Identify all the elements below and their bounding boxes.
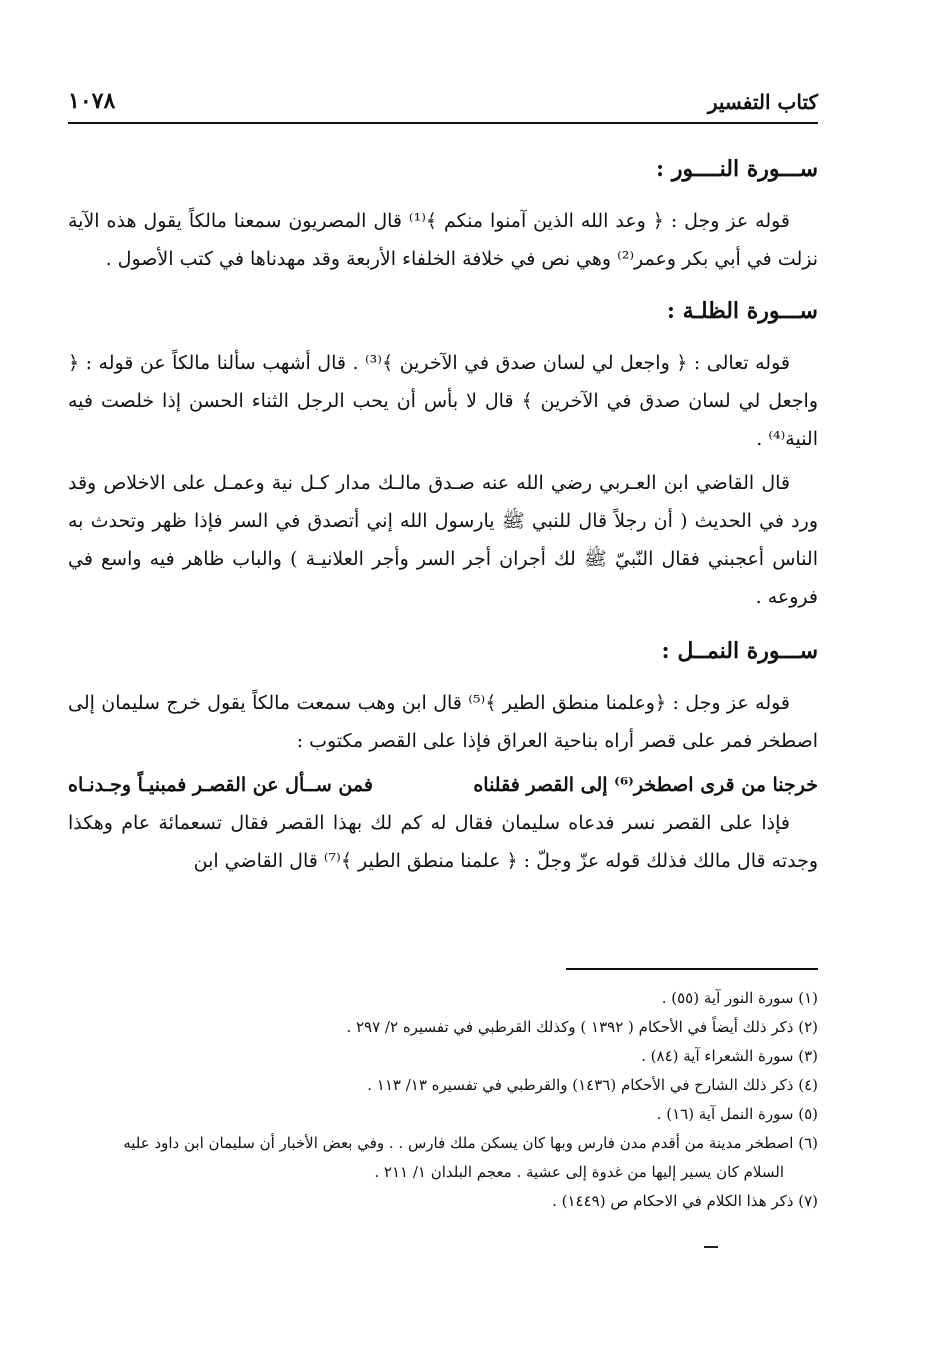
- footnote-1: (١) سورة النور آية (٥٥) .: [661, 989, 818, 1007]
- section-heading-naml: ســـورة النمــل :: [661, 638, 818, 664]
- paragraph: قوله عز وجل : ﴿ وعد الله الذين آمنوا منكم ﴾⁽¹⁾ قال المصريون سمعنا مالكاً يقول هذه الآية نزلت في أبي بكر وعمر⁽²⁾ وهي نص في خلافة الخلفاء الأربعة وقد مهدناها في كتب الأصول .: [68, 210, 818, 270]
- page-number: ١٠٧٨: [68, 88, 116, 114]
- page-mark: [704, 1246, 718, 1248]
- footnote-5: (٥) سورة النمل آية (١٦) .: [656, 1105, 818, 1123]
- paragraph: قوله عز وجل : ﴿وعلمنا منطق الطير ﴾⁽⁵⁾ قال ابن وهب سمعت مالكاً يقول خرج سليمان إلى اصطخر فمر على قصر أراه بناحية العراق فإذا على القصر مكتوب :: [68, 692, 818, 752]
- paragraph: قال القاضي ابن العـربي رضي الله عنه صـدق مالـك مدار كـل نية وعمـل على الاخلاص وقد ورد في الحديث ( أن رجلاً قال للنبي ﷺ يارسول الله إني أتصدق في السر فإذا ظهر وتحدث به الناس أعجبني فقال النّبيّ ﷺ لك أجران أجر السر وأجر العلانيـة ) والباب ظاهر فيه واسع في فروعه .: [68, 472, 818, 608]
- footnotes: [68, 984, 818, 1216]
- page-header: [68, 86, 818, 124]
- footnote-3: (٣) سورة الشعراء آية (٨٤) .: [641, 1047, 818, 1065]
- section-heading-zulla: ســـورة الظلـة :: [666, 298, 818, 324]
- book-title: كتاب التفسير: [707, 90, 818, 114]
- section-heading-nur: ســـورة النــــور :: [656, 156, 818, 182]
- footnote-6: (٦) اصطخر مدينة من أقدم مدن فارس وبها كان يسكن ملك فارس . . وفي بعض الأخبار أن سليمان ابن داود عليه: [123, 1134, 818, 1152]
- footnote-4: (٤) ذكر ذلك الشارح في الأحكام (١٤٣٦) والقرطبي في تفسيره ١٣/ ١١٣ .: [367, 1076, 818, 1094]
- poem-hemistich-second: فمن ســأل عن القصـر فمبنيـاً وجـدنـاه: [68, 774, 373, 796]
- poem-hemistich-first: خرجنا من قرى اصطخر⁽⁶⁾ إلى القصر فقلناه: [473, 774, 818, 796]
- footnote-2: (٢) ذكر ذلك أيضاً في الأحكام ( ١٣٩٢ ) وكذلك القرطبي في تفسيره ٢/ ٢٩٧ .: [346, 1018, 818, 1036]
- paragraph: قوله تعالى : ﴿ واجعل لي لسان صدق في الآخرين ﴾⁽³⁾ . قال أشهب سألنا مالكاً عن قوله : ﴿ واجعل لي لسان صدق في الآخرين ﴾ قال لا بأس أن يحب الرجل الثناء الحسن إذا خلصت فيه النية⁽⁴⁾ .: [68, 352, 818, 450]
- poem-verse: [68, 766, 818, 804]
- footnote-divider: [566, 968, 818, 970]
- footnote-7: (٧) ذكر هذا الكلام في الاحكام ص (١٤٤٩) .: [552, 1192, 818, 1210]
- footnote-6-continuation: السلام كان يسير إليها من غدوة إلى عشية . معجم البلدان ١/ ٢١١ .: [374, 1163, 784, 1181]
- main-text: [68, 150, 818, 886]
- paragraph: فإذا على القصر نسر فدعاه سليمان فقال له كم لك بهذا القصر فقال تسعمائة عام وهكذا وجدته قال مالك فذلك قوله عزّ وجلّ : ﴿ علمنا منطق الطير ﴾⁽⁷⁾ قال القاضي ابن: [68, 812, 818, 872]
